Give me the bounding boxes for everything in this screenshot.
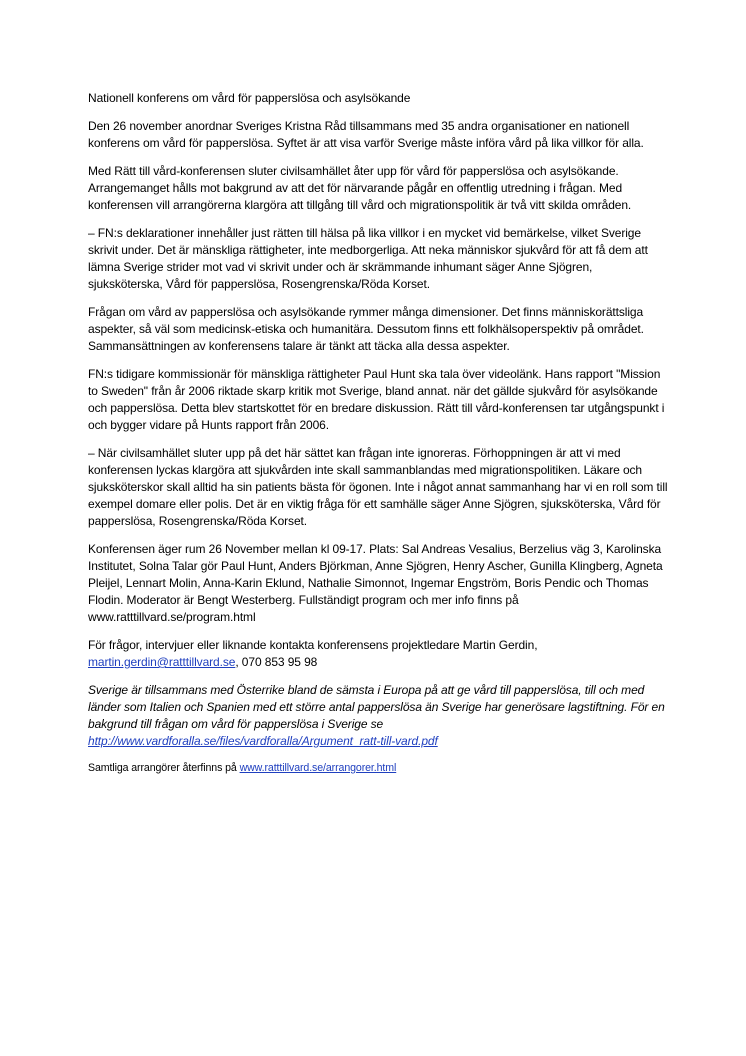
paragraph-intro: Den 26 november anordnar Sveriges Kristna Råd tillsammans med 35 andra organisationer en nationell konferens om vård för papperslösa. Syftet är att visa varför Sverige måste införa vård på lika villkor för alla. xyxy=(88,119,644,150)
paragraph-quote-civil-society: – När civilsamhället sluter upp på det här sättet kan frågan inte ignoreras. Förhoppningen är att vi med konferensen lyckas klargöra att sjukvården inte skall sammanblandas med migrationspolitiken. Läkare och sjuksköterskor skall alltid ha sin patients bästa för ögonen. Inte i något annat sammanhang har vi en roll som till exempel domare eller polis. Det är en viktig fråga för ett samhälle säger Anne Sjögren, sjuksköterska, Vård för papperslösa, Rosengrenska/Röda Korset. xyxy=(88,446,668,528)
organizers-link[interactable]: www.ratttillvard.se/arrangorer.html xyxy=(239,762,397,774)
paragraph-background: Med Rätt till vård-konferensen sluter civilsamhället åter upp för vård för papperslösa och asylsökande. Arrangemanget hålls mot bakgrund av att det för närvarande pågår en offentlig utredning i frågan. Med konferensen vill arrangörerna klargöra att tillgång till vård och migrationspolitik är två vitt skilda områden. xyxy=(88,164,632,212)
argument-pdf-link[interactable]: http://www.vardforalla.se/files/vardforalla/Argument_ratt-till-vard.pdf xyxy=(88,734,438,748)
document-body xyxy=(88,90,668,787)
italic-note-text: Sverige är tillsammans med Österrike bland de sämsta i Europa på att ge vård till papperslösa, till och med länder som Italien och Spanien med ett större antal papperslösa än Sverige har generösare lagstiftning. För en bakgrund till frågan om vård för papperslösa i Sverige se xyxy=(88,683,665,731)
organizers-text: Samtliga arrangörer återfinns på xyxy=(88,762,240,774)
document-title: Nationell konferens om vård för papperslösa och asylsökande xyxy=(88,91,411,105)
paragraph-dimensions: Frågan om vård av papperslösa och asylsökande rymmer många dimensioner. Det finns människorättsliga aspekter, så väl som medicinsk-etiska och humanitära. Dessutom finns ett folkhälsoperspektiv på området. Sammansättningen av konferensens talare är tänkt att täcka alla dessa aspekter. xyxy=(88,305,644,353)
paragraph-venue-speakers: Konferensen äger rum 26 November mellan kl 09-17. Plats: Sal Andreas Vesalius, Berzelius väg 3, Karolinska Institutet, Solna Talar gör Paul Hunt, Anders Björkman, Anne Sjögren, Henry Ascher, Gunilla Klingberg, Agneta Pleijel, Lennart Molin, Anna-Karin Eklund, Nathalie Simonnot, Ingemar Engström, Boris Pendic och Thomas Flodin. Moderator är Bengt Westerberg. Fullständigt program och mer info finns på www.ratttillvard.se/program.html xyxy=(88,542,663,624)
organizers-paragraph xyxy=(88,761,668,776)
italic-note-paragraph xyxy=(88,682,668,750)
contact-phone: , 070 853 95 98 xyxy=(235,655,318,669)
contact-paragraph xyxy=(88,637,668,671)
paragraph-paul-hunt: FN:s tidigare kommissionär för mänskliga rättigheter Paul Hunt ska tala över videolänk. Hans rapport "Mission to Sweden" från år 2006 riktade skarp kritik mot Sverige, bland annat. när det gällde sjukvård för asylsökande och papperslösa. Detta blev startskottet för en bredare diskussion. Rätt till vård-konferensen tar utgångspunkt i och bygger vidare på Hunts rapport från 2006. xyxy=(88,367,665,432)
contact-text: För frågor, intervjuer eller liknande kontakta konferensens projektledare Martin Gerdin, xyxy=(88,638,538,652)
paragraph-quote-un: – FN:s deklarationer innehåller just rätten till hälsa på lika villkor i en mycket vid bemärkelse, vilket Sverige skrivit under. Det är mänskliga rättigheter, inte medborgerliga. Att neka människor sjukvård för att få dem att lämna Sverige strider mot vad vi skrivit under och är skrämmande inhumant säger Anne Sjögren, sjuksköterska, Vård för papperslösa, Rosengrenska/Röda Korset. xyxy=(88,226,648,291)
contact-email-link[interactable]: martin.gerdin@ratttillvard.se xyxy=(88,655,236,669)
